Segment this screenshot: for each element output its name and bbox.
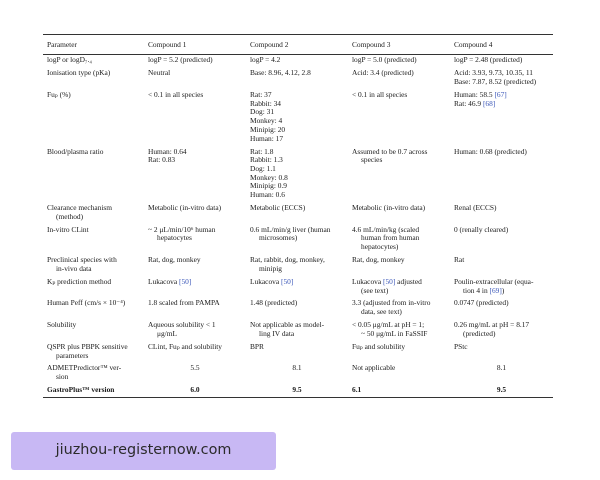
compound-4-cell (450, 224, 553, 254)
param-label: logP or logD₇.₄ (47, 55, 92, 65)
cell-line: ~ 2 μL/min/10⁶ human (148, 224, 216, 234)
header-compound-3: Compound 3 (348, 35, 450, 55)
compound-1-cell (144, 89, 246, 146)
compound-2-cell (246, 68, 348, 90)
compound-4-cell (450, 341, 553, 363)
header-compound-1: Compound 1 (144, 35, 246, 55)
cell-line: Acid: 3.93, 9.73, 10.35, 11 (454, 68, 533, 78)
compound-1-cell (144, 384, 246, 397)
param-label: Ionisation type (pKa) (47, 68, 111, 78)
cell-line: Human: 0.6 (250, 190, 285, 200)
cell-line: 1.48 (predicted) (250, 298, 298, 308)
header-compound-4: Compound 4 (450, 35, 553, 55)
cell-line: adjusted (395, 276, 422, 286)
param-label: GastroPlus™ version (47, 385, 115, 395)
cell-line: Rat: 0.83 (148, 155, 176, 165)
cell-line: Rat: 46.9 (454, 98, 483, 108)
cell-line: Poulin-extracellular (equa- (454, 276, 534, 286)
cell-line: 4.6 mL/min/kg (scaled (352, 224, 420, 234)
table-row-admet (43, 363, 553, 385)
compound-2-cell (246, 146, 348, 203)
cell-line: 3.3 (adjusted from in-vitro (352, 298, 431, 308)
reference-link[interactable]: [50] (280, 276, 294, 286)
param-label-cont: in-vivo data (56, 263, 92, 273)
compound-3-cell (348, 298, 450, 320)
cell-line: CLint, Fuₚ and solubility (148, 341, 222, 351)
table-row-peff (43, 298, 553, 320)
cell-line: ) (501, 285, 505, 295)
param-label: Preclinical species with (47, 255, 117, 265)
compound-2-cell (246, 298, 348, 320)
param-cell (43, 276, 144, 298)
compound-3-cell (348, 384, 450, 397)
compound-4-cell (450, 68, 553, 90)
cell-line: (see text) (361, 285, 389, 295)
cell-line: Rat: 1.8 (250, 146, 274, 156)
compound-1-cell (144, 320, 246, 342)
compound-3-cell (348, 224, 450, 254)
table-row-blood-plasma (43, 146, 553, 203)
param-cell (43, 255, 144, 277)
header-parameter: Parameter (43, 35, 144, 55)
compound-3-cell (348, 89, 450, 146)
cell-line: 5.5 (190, 363, 200, 373)
compound-3-cell (348, 68, 450, 90)
compound-comparison-table (43, 34, 553, 398)
table-row-clearance (43, 203, 553, 225)
table-row-kp-method (43, 276, 553, 298)
compound-3-cell (348, 54, 450, 67)
compound-1-cell (144, 224, 246, 254)
reference-link[interactable]: [50] (382, 276, 396, 286)
compound-1-cell (144, 203, 246, 225)
cell-line: Rat, dog, monkey (352, 255, 405, 265)
table-row-clint (43, 224, 553, 254)
param-label: Kₚ prediction method (47, 276, 112, 286)
compound-4-cell (450, 363, 553, 385)
compound-3-cell (348, 276, 450, 298)
cell-line: Neutral (148, 68, 171, 78)
cell-line: data, see text) (361, 307, 402, 317)
cell-line: BPR (250, 341, 264, 351)
cell-line: < 0.1 in all species (148, 89, 204, 99)
cell-line: Rabbit: 34 (250, 98, 281, 108)
param-cell (43, 384, 144, 397)
compound-1-cell (144, 363, 246, 385)
param-cell (43, 146, 144, 203)
cell-line: 8.1 (496, 363, 507, 373)
cell-line: Monkey: 4 (250, 116, 283, 126)
cell-line: Monkey: 0.8 (250, 172, 288, 182)
cell-line: < 0.1 in all species (352, 89, 408, 99)
param-label: Fuₚ (%) (47, 89, 71, 99)
compound-3-cell (348, 363, 450, 385)
param-label: Clearance mechanism (47, 203, 113, 213)
cell-line: Rabbit: 1.3 (250, 155, 283, 165)
cell-line: Human: 0.64 (148, 146, 187, 156)
cell-line: 0.26 mg/mL at pH = 8.17 (454, 320, 530, 330)
param-cell (43, 341, 144, 363)
param-cell (43, 89, 144, 146)
table-row-ionisation (43, 68, 553, 90)
cell-line: Metabolic (in-vitro data) (148, 203, 222, 213)
compound-1-cell (144, 255, 246, 277)
compound-2-cell (246, 89, 348, 146)
compound-2-cell (246, 276, 348, 298)
compound-3-cell (348, 146, 450, 203)
param-label: Solubility (47, 320, 77, 330)
cell-line: Acid: 3.4 (predicted) (352, 68, 414, 78)
compound-2-cell (246, 363, 348, 385)
cell-line: Metabolic (ECCS) (250, 203, 306, 213)
cell-line: logP = 5.0 (predicted) (352, 55, 417, 65)
cell-line: microsomes) (259, 233, 298, 243)
cell-line: species (361, 155, 383, 165)
cell-line: 0 (renally cleared) (454, 224, 509, 234)
table-row-preclinical (43, 255, 553, 277)
table-row-gastroplus (43, 384, 553, 397)
param-label: ADMETPredictor™ ver- (47, 363, 122, 373)
compound-4-cell (450, 89, 553, 146)
watermark-banner (11, 432, 276, 470)
cell-line: Metabolic (in-vitro data) (352, 203, 426, 213)
param-cell (43, 298, 144, 320)
cell-line: human from human (361, 233, 420, 243)
cell-line: Assumed to be 0.7 across (352, 146, 428, 156)
compound-1-cell (144, 341, 246, 363)
cell-line: Minipig: 0.9 (250, 181, 287, 191)
param-label: Blood/plasma ratio (47, 146, 104, 156)
compound-3-cell (348, 320, 450, 342)
cell-line: Lukacova (352, 276, 383, 286)
cell-line: Human: 58.5 (454, 89, 495, 99)
cell-line: Base: 7.87, 8.52 (predicted) (454, 76, 537, 86)
table-header-row (43, 35, 553, 55)
cell-line: Renal (ECCS) (454, 203, 497, 213)
param-label: In-vitro CLint (47, 224, 89, 234)
compound-4-cell (450, 146, 553, 203)
param-cell (43, 320, 144, 342)
table-row-qspr (43, 341, 553, 363)
reference-link[interactable]: [68] (482, 98, 496, 108)
param-cell (43, 54, 144, 67)
compound-1-cell (144, 146, 246, 203)
compound-3-cell (348, 341, 450, 363)
reference-link[interactable]: [69] (489, 285, 502, 295)
compound-4-cell (450, 203, 553, 225)
compound-2-cell (246, 320, 348, 342)
cell-line: (predicted) (463, 328, 496, 338)
cell-line: Not applicable (352, 363, 396, 373)
cell-line: Not applicable as model- (250, 320, 325, 330)
param-cell (43, 68, 144, 90)
cell-line: 1.8 scaled from PAMPA (148, 298, 220, 308)
cell-line: ling IV data (259, 328, 295, 338)
comparison-table-container (43, 34, 553, 398)
cell-line: minipig (259, 263, 282, 273)
cell-line: tion 4 in (463, 285, 490, 295)
compound-1-cell (144, 68, 246, 90)
cell-line: Rat, dog, monkey (148, 255, 201, 265)
cell-line: logP = 5.2 (predicted) (148, 55, 213, 65)
compound-4-cell (450, 384, 553, 397)
param-label-cont: parameters (56, 350, 89, 360)
compound-4-cell (450, 320, 553, 342)
cell-line: μg/mL (157, 328, 177, 338)
cell-line: Human: 17 (250, 133, 284, 143)
cell-line: 0.0747 (predicted) (454, 298, 509, 308)
cell-line: ~ 50 μg/mL in FaSSIF (361, 328, 428, 338)
compound-2-cell (246, 203, 348, 225)
cell-line: 8.1 (292, 363, 302, 373)
cell-line: Rat, rabbit, dog, monkey, (250, 255, 325, 265)
cell-line: hepatocytes) (361, 242, 399, 252)
cell-line: Human: 0.68 (predicted) (454, 146, 527, 156)
param-cell (43, 224, 144, 254)
param-label-cont: sion (56, 372, 69, 382)
table-row-fup (43, 89, 553, 146)
compound-1-cell (144, 276, 246, 298)
compound-3-cell (348, 255, 450, 277)
cell-line: logP = 2.48 (predicted) (454, 55, 523, 65)
watermark-text: jiuzhou-registernow.com (55, 442, 232, 458)
compound-4-cell (450, 298, 553, 320)
cell-line: Lukacova (250, 276, 281, 286)
cell-line: hepatocytes (157, 233, 192, 243)
cell-line: Rat: 37 (250, 89, 272, 99)
compound-4-cell (450, 276, 553, 298)
param-label: Human Peff (cm/s × 10⁻⁴) (47, 298, 126, 308)
cell-line: Dog: 31 (250, 107, 275, 117)
header-compound-2: Compound 2 (246, 35, 348, 55)
cell-line: Fuₚ and solubility (352, 341, 406, 351)
cell-line: 9.5 (292, 385, 302, 395)
compound-4-cell (450, 54, 553, 67)
table-row-solubility (43, 320, 553, 342)
compound-3-cell (348, 203, 450, 225)
reference-link[interactable]: [50] (178, 276, 192, 286)
reference-link[interactable]: [67] (494, 89, 507, 99)
param-label: QSPR plus PBPK sensitive (47, 341, 128, 351)
cell-line: logP = 4.2 (250, 55, 281, 65)
cell-line: PStc (454, 341, 468, 351)
compound-4-cell (450, 255, 553, 277)
cell-line: Aqueous solubility < 1 (148, 320, 216, 330)
compound-2-cell (246, 255, 348, 277)
cell-line: 6.1 (352, 385, 362, 395)
cell-line: Dog: 1.1 (250, 163, 276, 173)
compound-2-cell (246, 341, 348, 363)
cell-line: 0.6 mL/min/g liver (human (250, 224, 331, 234)
cell-line: 9.5 (496, 385, 507, 395)
table-row-logp (43, 54, 553, 67)
cell-line: < 0.05 μg/mL at pH = 1; (352, 320, 425, 330)
param-cell (43, 203, 144, 225)
compound-2-cell (246, 384, 348, 397)
compound-2-cell (246, 54, 348, 67)
cell-line: Lukacova (148, 276, 179, 286)
compound-1-cell (144, 298, 246, 320)
compound-2-cell (246, 224, 348, 254)
compound-1-cell (144, 54, 246, 67)
cell-line: 6.0 (190, 385, 200, 395)
cell-line: Rat (454, 255, 465, 265)
param-cell (43, 363, 144, 385)
cell-line: Base: 8.96, 4.12, 2.8 (250, 68, 311, 78)
cell-line: Minipig: 20 (250, 124, 286, 134)
param-label-cont: (method) (56, 211, 84, 221)
